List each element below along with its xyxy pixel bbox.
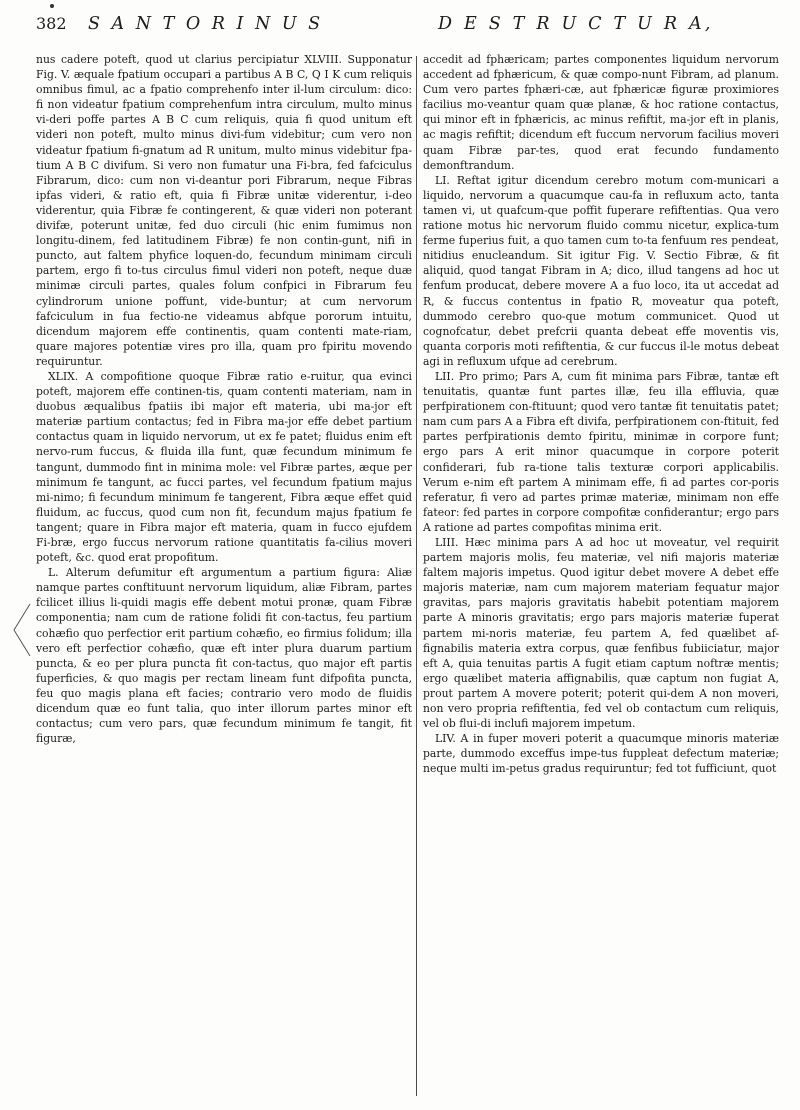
margin-bracket-mark [8,600,36,660]
left-paragraph: XLIX. A compofitione quoque Fibræ ratio e-ruitur, qua evinci poteft, majorem effe continen-tis, quam contenti materiam, nam in duobus æqualibus fpatiis ibi major eft materia, ubi ma-jor eft materiæ partium contactus; fed in Fibra ma-jor effe debet partium contactus quam in liquido nervorum, ut ex fe patet; fluidus enim eft nervo-rum fuccus, & fluida illa funt, quæ fecundum minimum fe tangunt, dummodo fint in minima mole: vel Fibræ partes, æque per minimum fe tangunt, ac fucci partes, vel fecundum fpatium majus mi-nimo; fi fecundum minimum fe tangerent, Fibra æque effet quid fluidum, ac fuccus, quod cum non fit, fecundum majus fpatium fe tangent; quare in Fibra major eft materia, quam in fucco ejufdem Fi-bræ, ergo fuccus nervorum ratione quantitatis fa-cilius moveri poteft, &c. quod erat propofitum. [36,369,412,565]
page-number: 382 [36,14,67,33]
right-paragraph: LIII. Hæc minima pars A ad hoc ut moveatur, vel requirit partem majoris molis, feu materiæ, vel nifi majoris materiæ faltem majoris impetus. Quod igitur debet movere A debet effe majoris materiæ, nam cum majorem materiam fequatur major gravitas, pars majoris gravitatis habebit potentiam majorem parte A minoris gravitatis; ergo pars majoris materiæ fuperat partem mi-noris materiæ, feu partem A, fed quælibet af-fignabilis materia extra corpus, quæ fenfibus fubiiciatur, major eft A, quia tenuitas partis A fugit etiam captum noftræ mentis; ergo quælibet materia affignabilis, quæ captum non fugiat A, prout partem A movere poterit; poterit qui-dem A non moveri, non vero propria refiftentia, fed vel ob contactum cum reliquis, vel ob flui-di inclufi majorem impetum. [423,536,779,731]
print-speck [50,4,54,8]
left-text-column [36,52,412,1102]
right-paragraph: LIV. A in fuper moveri poterit a quacumque minoris materiæ parte, dummodo exceffus impe-tus fuppleat defectum materiæ; neque multi im-petus gradus requiruntur; fed tot fufficiunt, quot [423,732,779,776]
right-text-column [423,52,779,1102]
right-paragraph: LI. Reftat igitur dicendum cerebro motum com-municari a liquido, nervorum a quacumque cau-fa in refluxum acto, tanta tamen vi, ut quafcum-que poffit fuperare refiftentias. Qua vero ratione motus hic nervorum fluido commu nicetur, explica-tum ferme fuperius fuit, a quo tamen cum to-ta fenfuum res pendeat, nitidius enucleandum. Sit igitur Fig. V. Sectio Fibræ, & fit aliquid, quod tangat Fibram in A; dico, illud tangens ad hoc ut fenfum producat, debere movere A a fuo loco, ita ut accedat ad R, & fuccus contentus in fpatio R, moveatur qua poteft, dummodo cerebro quo-que motum communicet. Quod ut cognofcatur, debet prefcrii quanta debeat effe moventis vis, quanta corporis moti refiftentia, & cur fuccus il-le motus debeat agi in refluxum ufque ad cerebrum. [423,173,779,368]
header-right-title: D E S T R U C T U R A, [438,14,714,34]
header-left-title: S A N T O R I N U S [88,14,324,34]
left-paragraph: nus cadere poteft, quod ut clarius percipiatur XLVIII. Supponatur Fig. V. æquale fpatium occupari a partibus A B C, Q I K cum reliquis omnibus fimul, ac a fpatio comprehenfo inter il-lum circulum: dico: fi non videatur fpatium comprehenfum intra circulum, multo minus vi-deri poffe partes A B C cum reliquis, quia fi quod unitum eft videri non poteft, multo minus divi-fum videbitur; cum vero non videatur fpatium fi-gnatum ad R unitum, multo minus videbitur fpa-tium A B C divifum. Si vero non fumatur una Fi-bra, fed fafciculus Fibrarum, dico: cum non vi-deantur pori Fibrarum, neque Fibras ipfas videri, & ratio eft, quia fi Fibræ unitæ viderentur, i-deo viderentur, quia Fibræ fe contingerent, & quæ videri non poterant divifæ, poterunt unitæ, fed duo circuli (hic enim fumimus non longitu-dinem, fed latitudinem Fibræ) fe non contin-gunt, nifi in puncto, aut faltem phyfice loquen-do, fecundum minimam circuli partem, ergo fi to-tus circulus fimul videri non poteft, neque duæ minimæ circuli partes, quales folum confpici in Fibrarum feu cylindrorum unione poffunt, vide-buntur; at cum nervorum fafciculum in fua fectio-ne videamus abfque pororum intuitu, dicendum majorem effe continentis, quam contenti mate-riam, quare majores potentiæ vires pro illa, quam pro fpiritu movendo requiruntur. [36,53,412,368]
running-header [36,14,764,48]
column-divider [416,56,417,1096]
right-paragraph: accedit ad fphæricam; partes componentes liquidum nervorum accedent ad fphæricum, & quæ compo-nunt Fibram, ad planum. Cum vero partes fphæri-cæ, aut fphæricæ figuræ proximiores facilius mo-veantur quam quæ planæ, & hoc ratione contactus, qui minor eft in fphæricis, ac minus refiftit, ma-jor eft in planis, ac magis refiftit; dicendum eft fuccum nervorum facilius moveri quam Fibræ par-tes, quod erat fecundo fundamento demonftrandum. [423,53,779,172]
left-paragraph: L. Alterum defumitur eft argumentum a partium figura: Aliæ namque partes conftituunt nervorum liquidum, aliæ Fibram, partes fcilicet illius li-quidi magis effe debent motui pronæ, quam Fibræ componentia; nam cum de ratione folidi fit con-tactus, feu partium cohæfio quo perfectior erit partium cohæfio, eo firmius folidum; illa vero eft perfectior cohæfio, quæ eft inter plura duarum partium puncta, & eo per plura puncta fit con-tactus, quo major eft partis fuperficies, & quo magis per rectam lineam funt difpofita puncta, feu quo magis plana eft facies; contrario vero modo de fluidis dicendum quæ eo funt talia, quo inter illorum partes minor eft contactus; cum vero pars, quæ fecundum minimum fe tangit, fit figuræ, [36,566,412,746]
right-paragraph: LII. Pro primo; Pars A, cum fit minima pars Fibræ, tantæ eft tenuitatis, quantæ funt partes illæ, feu illa effluvia, quæ perfpirationem con-ftituunt; quod vero tantæ fit tenuitatis patet; nam cum pars A a Fibra eft divifa, perfpirationem con-ftituit, fed partes perfpirationis demto fpiritu, minimæ in corpore funt; ergo pars A erit minor quacumque in corpore poterit confiderari, fub ra-tione talis texturæ corpori applicabilis. Verum e-nim eft partem A minimam effe, fi ad partes cor-poris referatur, fi vero ad partes primæ materiæ, minimam non effe fateor: fed partes in corpore compofitæ confiderantur; ergo pars A ratione ad partes compofitas minima erit. [423,369,779,534]
